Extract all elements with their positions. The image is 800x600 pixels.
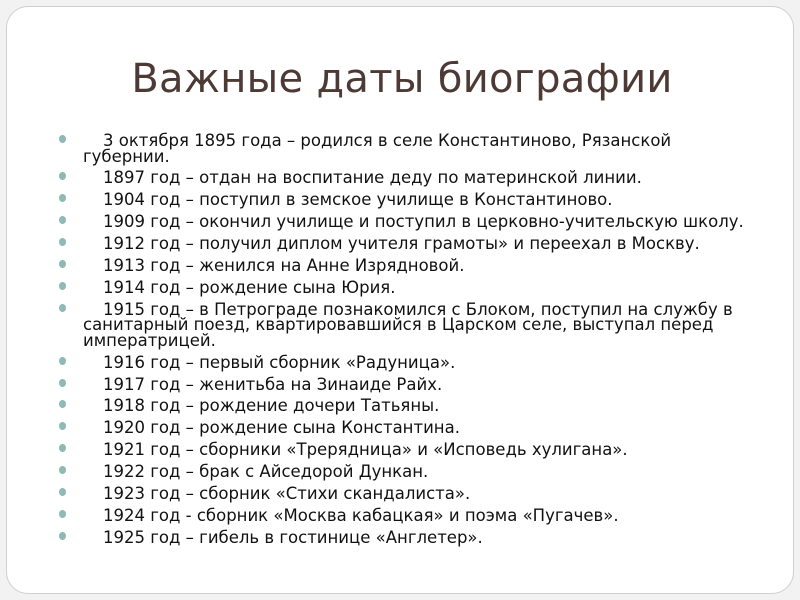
circle-bullet-icon: [59, 172, 66, 180]
list-item-text: 1909 год – окончил училище и поступил в церковно-учительскую школу.: [103, 212, 744, 232]
list-item: [55, 170, 755, 186]
list-item-text: 1904 год – поступил в земское училище в Константиново.: [103, 190, 613, 210]
list-item-text: 1923 год – сборник «Стихи скандалиста».: [103, 483, 471, 503]
list-item-text: 1914 год – рождение сына Юрия.: [103, 277, 396, 297]
circle-bullet-icon: [59, 260, 66, 268]
circle-bullet-icon: [59, 135, 66, 143]
list-item: [55, 214, 755, 230]
list-item: [55, 420, 755, 436]
circle-bullet-icon: [59, 282, 66, 290]
list-item: [55, 464, 755, 480]
circle-bullet-icon: [59, 400, 66, 408]
list-item-text: 1912 год – получил диплом учителя грамоты» и переехал в Москву.: [103, 234, 700, 254]
list-item: [55, 483, 755, 503]
list-item: [55, 299, 755, 350]
circle-bullet-icon: [59, 422, 66, 430]
slide-title: Важные даты биографии: [131, 56, 673, 102]
list-item: [55, 255, 755, 275]
circle-bullet-icon: [59, 304, 66, 312]
list-item: [55, 505, 755, 525]
circle-bullet-icon: [59, 532, 66, 540]
circle-bullet-icon: [59, 488, 66, 496]
list-item-text: 3 октября 1895 года – родился в селе Константиново, Рязанской губернии.: [83, 131, 672, 166]
list-item-text: 1924 год - сборник «Москва кабацкая» и поэма «Пугачев».: [103, 505, 619, 525]
circle-bullet-icon: [59, 466, 66, 474]
circle-bullet-icon: [59, 216, 66, 224]
list-item: [55, 277, 755, 297]
circle-bullet-icon: [59, 510, 66, 518]
list-item: [55, 374, 755, 394]
list-item-text: 1922 год – брак с Айседорой Дункан.: [103, 462, 429, 482]
list-item-text: 1921 год – сборники «Трерядница» и «Исповедь хулигана».: [103, 440, 628, 460]
list-item: [55, 527, 755, 547]
list-item: [55, 236, 755, 252]
circle-bullet-icon: [59, 238, 66, 246]
list-item-text: 1917 год – женитьба на Зинаиде Райх.: [103, 374, 443, 394]
circle-bullet-icon: [59, 444, 66, 452]
list-item: [55, 398, 755, 414]
list-item-text: 1916 год – первый сборник «Радуница».: [103, 352, 456, 372]
list-item-text: 1897 год – отдан на воспитание деду по материнской линии.: [103, 168, 642, 188]
circle-bullet-icon: [59, 379, 66, 387]
list-item: [55, 352, 755, 372]
list-item-text: 1920 год – рождение сына Константина.: [103, 418, 460, 438]
list-item: [55, 133, 755, 164]
list-item: [55, 192, 755, 208]
circle-bullet-icon: [59, 357, 66, 365]
circle-bullet-icon: [59, 194, 66, 202]
list-item-text: 1915 год – в Петрограде познакомился с Блоком, поступил на службу в санитарный поезд, квартировавшийся в Царском селе, выступал перед императрицей.: [83, 299, 733, 350]
list-item-text: 1925 год – гибель в гостинице «Англетер».: [103, 527, 483, 547]
list-item: [55, 442, 755, 458]
list-item-text: 1913 год – женился на Анне Изрядновой.: [103, 255, 465, 275]
list-item-text: 1918 год – рождение дочери Татьяны.: [103, 396, 440, 416]
biography-dates-list: [55, 133, 755, 552]
slide: [6, 6, 794, 594]
